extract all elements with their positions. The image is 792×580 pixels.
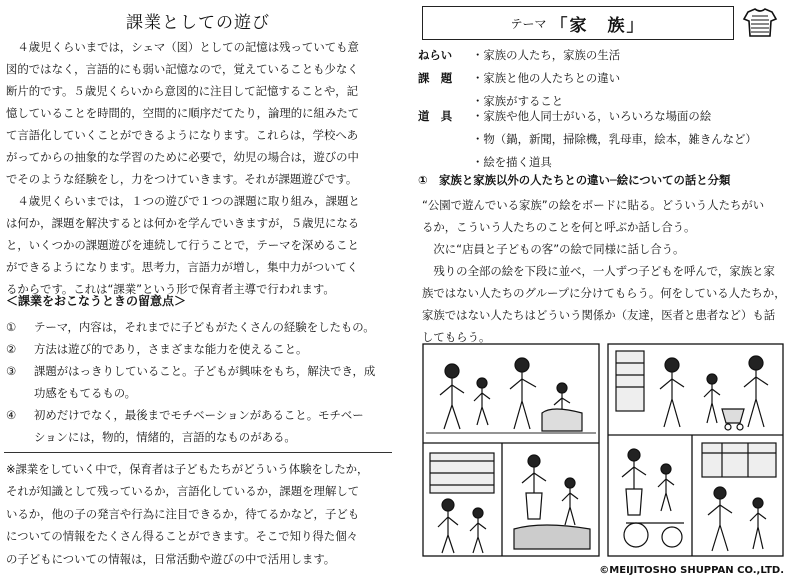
list-item <box>6 404 390 448</box>
text-line: て言語化していくことができるようになります。これらは，学校へあ <box>6 128 359 142</box>
text-line: 課題がはっきりしていること。子どもが興味をもち，解決でき，成 <box>34 364 376 378</box>
shirt-icon <box>740 6 780 38</box>
text-line: それが知識として残っているか，言語化しているか，課題を理解して <box>6 484 360 499</box>
text-line: ・家族と他の人たちとの違い <box>472 71 621 85</box>
item-number: ③ <box>6 364 17 378</box>
note-paragraph <box>6 458 390 570</box>
points-list <box>6 316 390 448</box>
text-line: ・家族がすること <box>472 94 564 108</box>
text-line: 図的ではなく，言語的にも弱い記憶なので，覚えていることも少なく <box>6 62 359 76</box>
text-line: ４歳児くらいまでは，シェマ（図）としての記憶は残っていても意 <box>6 40 359 54</box>
list-item <box>6 316 390 338</box>
street-scene <box>616 351 768 430</box>
divider <box>4 452 392 453</box>
scene-illustrations <box>422 343 784 557</box>
page-title: 課業としての遊び <box>126 13 270 33</box>
home-scene <box>702 443 776 551</box>
park-family-scene <box>426 358 596 433</box>
aim-row <box>418 44 788 67</box>
text-line: 次に“店員と子どもの客”の絵で同様に話し合う。 <box>422 242 685 256</box>
text-line: いるか，他の子の発言や行為に注目できるか，待てるかなど，子ども <box>6 506 360 521</box>
activity-paragraph-3 <box>422 260 786 348</box>
text-line: ・絵を描く道具 <box>472 155 552 169</box>
text-line: 功感をもてるもの。 <box>34 386 137 400</box>
text-line: テーマ，内容は，それまでに子どもがたくさんの経験をしたもの。 <box>34 320 375 334</box>
right-page <box>404 0 792 580</box>
tools-key: 道 具 <box>418 109 453 123</box>
activity-paragraph-2 <box>422 238 782 260</box>
text-line: ・家族の人たち，家族の生活 <box>472 48 621 62</box>
text-line: ４歳児くらいまでは，１つの遊びで１つの課題に取り組み，課題と <box>6 194 360 208</box>
points-heading: ＜課業をおこなうときの留意点＞ <box>6 294 187 308</box>
text-line: ・家族や他人同士がいる，いろいろな場面の絵 <box>472 109 712 123</box>
text-line: ・物（鍋，新聞，掃除機，乳母車，絵本，雑きんなど） <box>472 132 757 146</box>
clinic-scene <box>622 449 684 547</box>
text-line: 残りの全部の絵を下段に並べ，一人ずつ子どもを呼んで，家族と家 <box>422 264 775 278</box>
text-line: でそのような経験をし，力をつけていきます。それが課題遊びです。 <box>6 172 358 186</box>
text-line: 家族ではない人たちはどういう関係か（友達，医者と患者など）も話 <box>422 308 776 322</box>
text-line: してもらう。 <box>422 330 491 344</box>
aim-key: ねらい <box>418 48 453 62</box>
item-number: ② <box>6 342 17 356</box>
text-line: と，いくつかの課題遊びを連続して行うことで，テーマを深めること <box>6 238 359 252</box>
text-line: ができるようになります。思考力，言語力が増し，集中力がついてく <box>6 260 359 274</box>
text-line: 初めだけでなく，最後までモチベーションがあること。モチベー <box>34 408 364 422</box>
item-number: ④ <box>6 408 17 422</box>
text-line: ションには，物的，情緒的，言語的なものがある。 <box>34 430 296 444</box>
text-line: がってからの抽象的な学習のために必要で，幼児の場合は，遊びの中 <box>6 150 359 164</box>
task-key: 課 題 <box>418 71 453 85</box>
text-line: は何か，課題を解決するとは何かを学んでいきますが，５歳児になる <box>6 216 360 230</box>
text-line: についての情報をたくさん得ることができます。そこで知り得た個々 <box>6 529 358 544</box>
text-line: 憶していることを時間的，空間的に順序だてたり，論理的に組みたて <box>6 106 360 120</box>
text-line: ※課業をしていく中で，保育者は子どもたちがどういう体験をしたか， <box>6 462 369 476</box>
copyright: ©MEIJITOSHO SHUPPAN CO.,LTD. <box>599 565 784 576</box>
theme-label: テーマ <box>510 16 547 31</box>
text-line: 断片的です。５歳児くらいから意図的に注目して記憶することや，記 <box>6 84 358 98</box>
activity-paragraph-1 <box>422 194 782 238</box>
shop-scene <box>430 453 590 553</box>
list-item <box>6 360 390 404</box>
theme-name: 「家 族」 <box>550 15 646 36</box>
theme-header <box>422 6 734 40</box>
text-line: 族ではない人たちのグループに分けてもらう。何をしている人たちか， <box>422 286 786 300</box>
second-paragraph <box>6 190 390 300</box>
text-line: るからです。これは“課業”という形で保育者主導で行われます。 <box>6 282 335 296</box>
text-line: るか，こういう人たちのことを何と呼ぶか話し合う。 <box>422 220 696 234</box>
text-line: の子どもについての情報は，日常活動や遊びの中で活用します。 <box>6 551 336 566</box>
tools-row <box>418 105 788 174</box>
text-line: “公園で遊んでいる家族”の絵をボードに貼る。どういう人たちがい <box>422 198 765 212</box>
text-line: 方法は遊び的であり，さまざまな能力を使えること。 <box>34 342 308 356</box>
list-item <box>6 338 390 360</box>
section-title: ① 家族と家族以外の人たちとの違い─絵についての話と分類 <box>418 173 731 187</box>
item-number: ① <box>6 320 17 334</box>
intro-paragraph <box>6 36 390 190</box>
